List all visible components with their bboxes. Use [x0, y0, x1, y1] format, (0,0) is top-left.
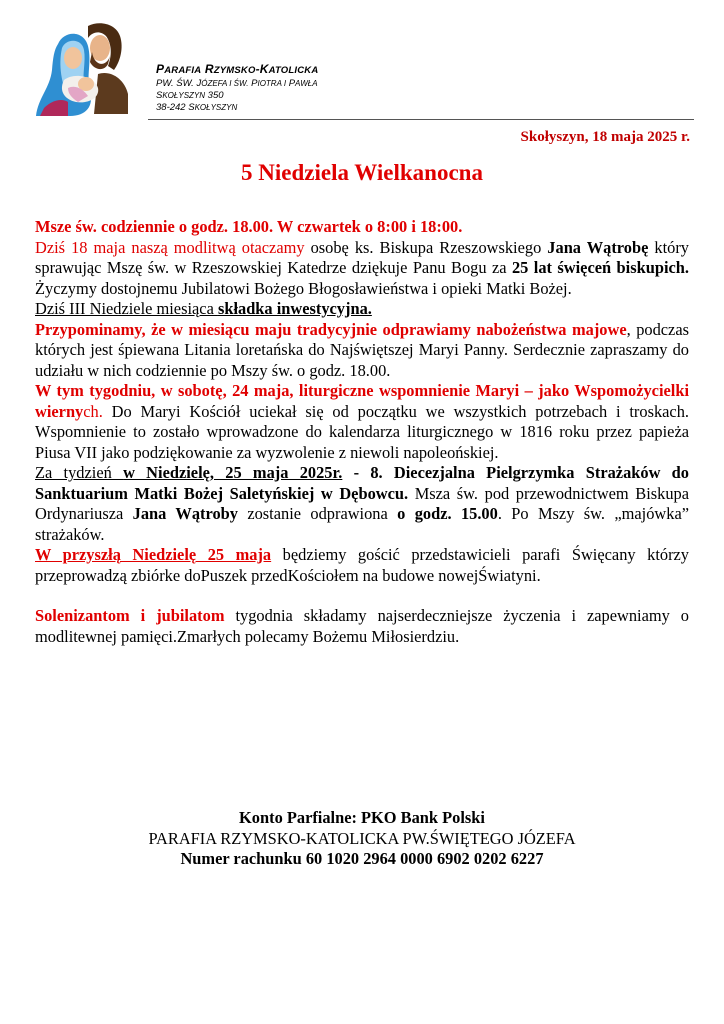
parish-address-line1: SKOŁYSZYN 350: [156, 90, 224, 101]
letterhead: [28, 18, 694, 122]
page-title: 5 Niedziela Wielkanocna: [241, 160, 483, 185]
date-line: Skołyszyn, 18 maja 2025 r.: [520, 129, 690, 145]
parish-address-line2: 38-242 SKOŁYSZYN: [156, 102, 238, 113]
account-holder: PARAFIA RZYMSKO-KATOLICKA PW.ŚWIĘTEGO JÓZEFA: [148, 828, 576, 848]
wishes-note: Solenizantom i jubilatom tygodnia składamy najserdeczniejsze życzenia i zapewniamy o modlitewnej pamięci.Zmarłych polecamy Bożemu Miłosierdziu.: [35, 606, 689, 646]
firefighters-pilgrimage-note: Za tydzień w Niedzielę, 25 maja 2025r. - 8. Diecezjalna Pielgrzymka Strażaków do Sanktuarium Matki Bożej Saletyńskiej w Dębowcu. Msza św. pod przewodnictwem Biskupa Ordynariusza Jana Wątroby zostanie odprawiona o godz. 15.00. Po Mszy św. „majówka” strażaków.: [35, 463, 689, 544]
parish-info: [156, 62, 318, 114]
bishop-jubilee-note: Dziś 18 maja naszą modlitwą otaczamy osobę ks. Biskupa Rzeszowskiego Jana Wątrobę który sprawując Mszę św. w Rzeszowskiej Katedrze dziękuje Panu Bogu za 25 lat święceń biskupich. Życzymy dostojnemu Jubilatowi Bożego Błogosławieństwa i opieki Matki Bożej.: [35, 237, 689, 298]
announcements: [35, 217, 689, 647]
mass-times: Msze św. codziennie o godz. 18.00. W czwartek o 8:00 i 18:00.: [35, 217, 463, 236]
parish-dedication: PW. ŚW. JÓZEFA I ŚW. PIOTRA I PAWŁA: [156, 78, 318, 89]
guest-parish-note: W przyszłą Niedzielę 25 maja będziemy gościć przedstawicieli parafi Święcany którzy przeprowadzą zbiórke doPuszek przedKościołem na budowe nowejŚwiatyni.: [35, 545, 689, 585]
parish-name: PARAFIA RZYMSKO-KATOLICKA: [156, 62, 319, 76]
account-number: Numer rachunku 60 1020 2964 0000 6902 0202 6227: [180, 849, 544, 868]
holy-family-icon: [28, 18, 138, 118]
bank-account-footer: [0, 808, 724, 870]
mary-help-of-christians-note: W tym tygodniu, w sobotę, 24 maja, liturgiczne wspomnienie Maryi – jako Wspomożycielki wiernych. Do Maryi Kościół uciekał się od początku we wszystkich potrzebach i troskach. Wspomnienie to zostało wprowadzone do kalendarza liturgicznego w 1816 roku przez papieża Piusa VII jako podziękowanie za wyzwolenie z niewoli napoleońskiej.: [35, 381, 689, 462]
spacer: [35, 586, 689, 606]
bank-name: Konto Parfialne: PKO Bank Polski: [239, 808, 485, 827]
collection-note: Dziś III Niedziele miesiąca składka inwestycyjna.: [35, 299, 372, 318]
header-divider: [148, 119, 694, 120]
mass-schedule: [35, 217, 689, 238]
may-devotions-note: Przypominamy, że w miesiącu maju tradycyjnie odprawiamy nabożeństwa majowe, podczas których jest śpiewana Litania loretańska do Najświętszej Maryi Panny. Serdecznie zapraszamy do udziału w nich codziennie po Mszy św. o godz. 18.00.: [35, 319, 689, 380]
